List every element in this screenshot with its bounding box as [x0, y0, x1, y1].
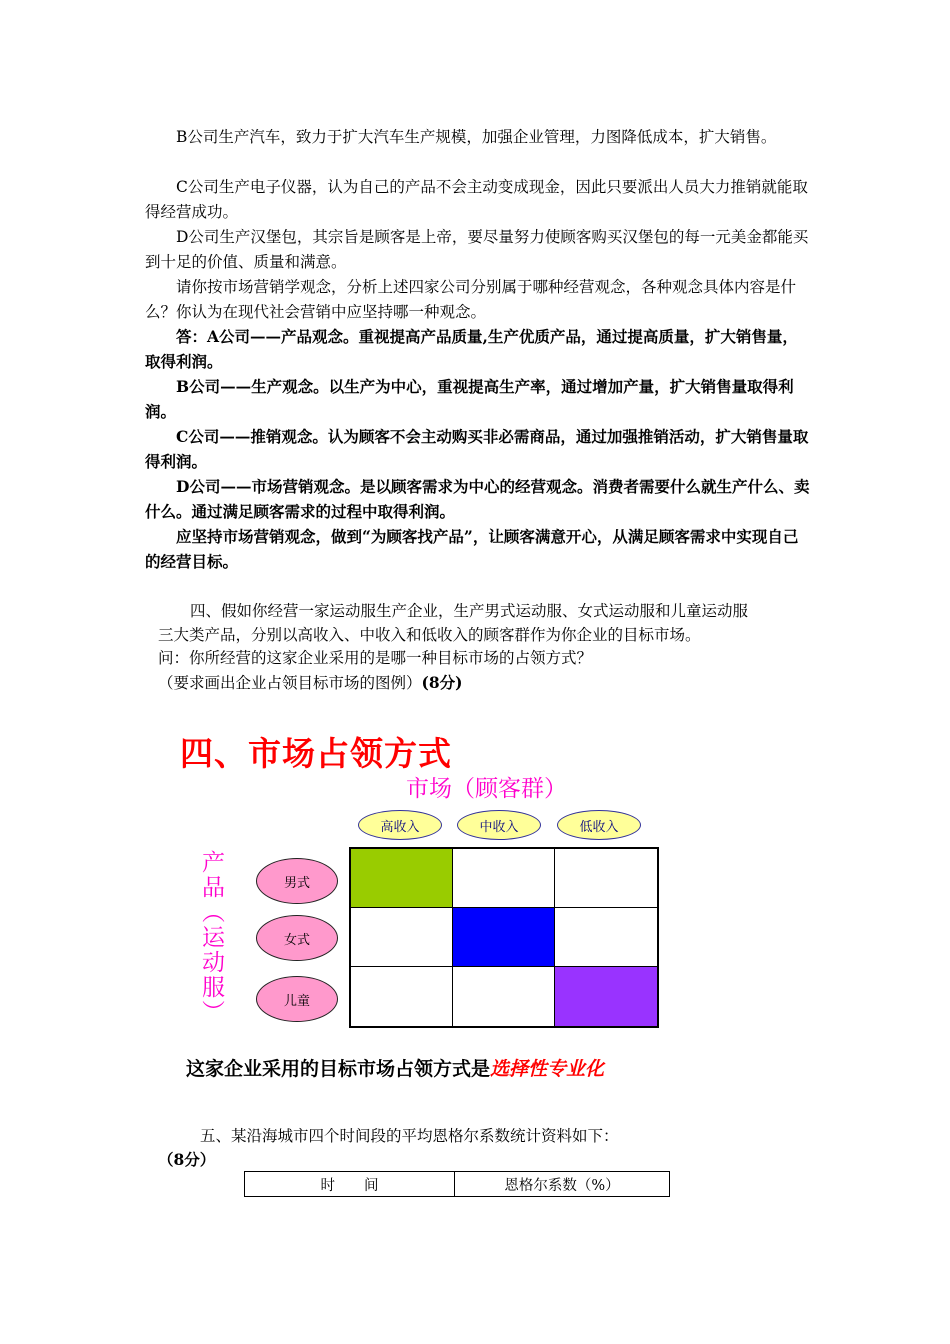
- paragraph-b-company: B公司生产汽车，致力于扩大汽车生产规模，加强企业管理，力图降低成本，扩大销售。: [176, 128, 777, 146]
- answer-d-company: D公司——市场营销观念。是以顾客需求为中心的经营观念。消费者需要什么就生产什么、卖什么。通过满足顾客需求的过程中取得利润。: [145, 477, 810, 521]
- header-engel-coefficient: 恩格尔系数（%）: [455, 1172, 670, 1197]
- question-four-line-3: 问：你所经营的这家企业采用的是哪一种目标市场的占领方式？: [158, 649, 593, 667]
- question-four-score: (8分): [421, 672, 463, 692]
- paragraph-c-company: C公司生产电子仪器，认为自己的产品不会主动变成现金，因此只要派出人员大力推销就能取得经营成功。: [145, 178, 808, 221]
- answer-b-company: B公司——生产观念。以生产为中心，重视提高生产率，通过增加产量，扩大销售量取得利润。: [145, 377, 794, 421]
- grid-cell-r2-c2: [555, 967, 657, 1026]
- answer-c-company: C公司——推销观念。认为顾客不会主动购买非必需商品，通过加强推销活动，扩大销售量取得利润。: [145, 427, 809, 471]
- paragraph-d-company: D公司生产汉堡包，其宗旨是顾客是上帝，要尽量努力使顾客购买汉堡包的每一元美金都能买到十足的价值、质量和满意。: [145, 228, 809, 271]
- paragraph-question: 请你按市场营销学观念，分析上述四家公司分别属于哪种经营观念，各种观念具体内容是什么？你认为在现代社会营销中应坚持哪一种观念。: [145, 278, 797, 321]
- product-axis-label: 产品（运动服）: [198, 850, 224, 1025]
- grid-cell-r0-c1: [453, 849, 555, 908]
- question-four-line-2: 三大类产品，分别以高收入、中收入和低收入的顾客群作为你企业的目标市场。: [158, 625, 701, 644]
- grid-cell-r0-c0: [351, 849, 453, 908]
- answer-highlight: 选择性专业化: [490, 1058, 605, 1080]
- answer-conclusion: 应坚持市场营销观念，做到“为顾客找产品”，让顾客满意开心，从满足顾客需求中实现自己的经营目标。: [145, 527, 799, 571]
- diagram-title: 四、市场占领方式: [180, 734, 452, 773]
- grid-cell-r2-c0: [351, 967, 453, 1026]
- answer-a-company: 答：A公司——产品观念。重视提高产品质量,生产优质产品，通过提高质量，扩大销售量，取得利润。: [145, 327, 798, 371]
- grid-cell-r1-c1: [453, 908, 555, 967]
- market-coverage-grid: [349, 847, 659, 1028]
- header-time: 时 间: [245, 1172, 455, 1197]
- question-four-line-1: 四、假如你经营一家运动服生产企业，生产男式运动服、女式运动服和儿童运动服: [190, 602, 749, 620]
- market-axis-label: 市场（顾客群）: [406, 776, 567, 802]
- grid-cell-r1-c0: [351, 908, 453, 967]
- requirement-text: （要求画出企业占领目标市场的图例）: [158, 673, 422, 692]
- answer-prefix: 这家企业采用的目标市场占领方式是: [186, 1058, 491, 1080]
- row-children: 儿童: [256, 976, 338, 1022]
- question-four-answer: [186, 1054, 604, 1081]
- question-four: [158, 600, 818, 695]
- question-four-line-4: [158, 671, 818, 696]
- row-women: 女式: [256, 915, 338, 961]
- table-header-row: [245, 1172, 670, 1197]
- question-five: 五、某沿海城市四个时间段的平均恩格尔系数统计资料如下：: [200, 1127, 619, 1145]
- grid-cell-r1-c2: [555, 908, 657, 967]
- grid-cell-r2-c1: [453, 967, 555, 1026]
- engel-coefficient-table: [244, 1171, 670, 1197]
- column-middle-income: 中收入: [457, 810, 541, 840]
- question-five-score: （8分）: [158, 1150, 216, 1169]
- grid-cell-r0-c2: [555, 849, 657, 908]
- row-men: 男式: [256, 858, 338, 904]
- column-low-income: 低收入: [557, 810, 641, 840]
- column-high-income: 高收入: [358, 810, 442, 840]
